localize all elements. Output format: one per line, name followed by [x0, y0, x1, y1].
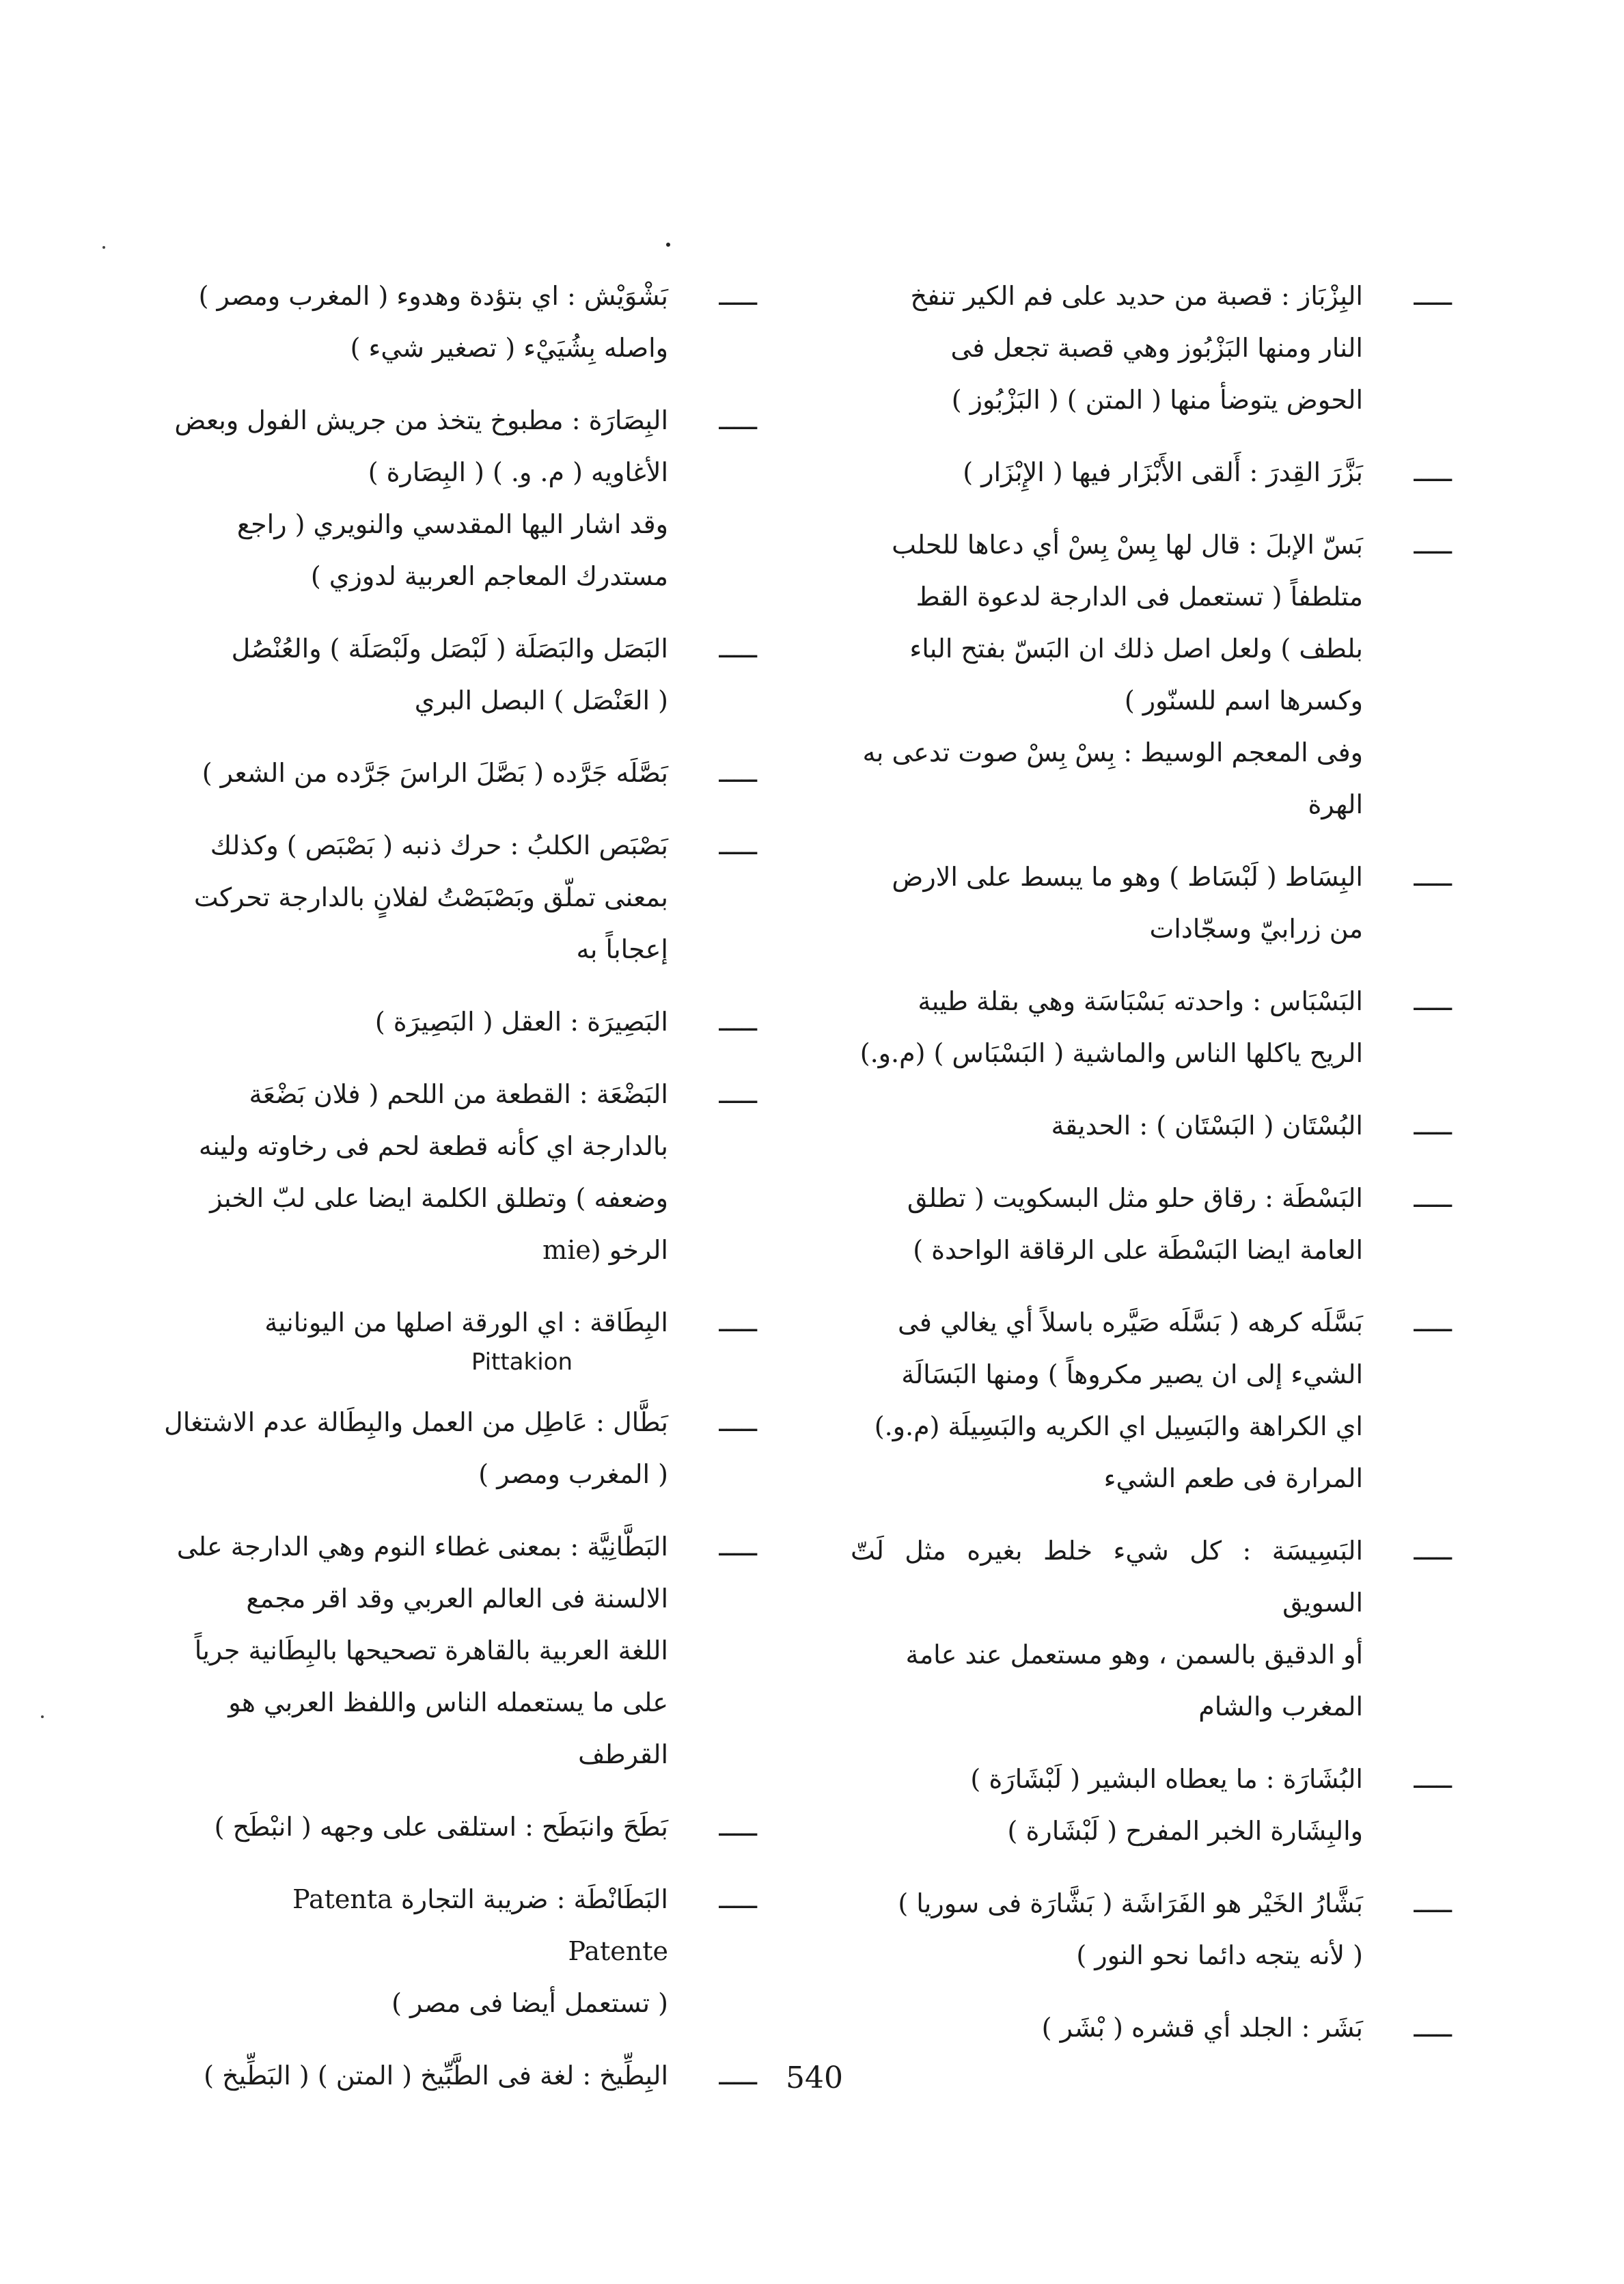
entry-dash: ـــــ [1414, 862, 1452, 892]
entry-dash: ـــــ [1414, 1183, 1452, 1213]
dictionary-entry [156, 394, 784, 602]
entry-line: والبِشَارة الخبر المفرح ( لَبْشَارة ) [1007, 1816, 1363, 1846]
entry-line: إعجاباً به [576, 934, 668, 964]
entry-dash: ـــــ [1414, 457, 1452, 487]
dictionary-entry [156, 1873, 784, 2029]
entry-line: البِطِّيخ : لغة فى الطَّبِّيخ ( المتن ) ( البَطِّيخ ) [204, 2061, 668, 2091]
entry-line: بَشْوَيْش : اي بتؤدة وهدوء ( المغرب ومصر ) [198, 281, 668, 311]
dictionary-entry [156, 747, 784, 799]
entry-dash: ـــــ [1414, 1764, 1452, 1794]
entry-line: واصله بِشُيَيْء ( تصغير شيء ) [350, 333, 668, 363]
entry-line: البِصَارَة : مطبوخ يتخذ من جريش الفول وبعض [174, 405, 668, 435]
entry-dash: ـــــ [1414, 1536, 1452, 1566]
dictionary-entry [851, 1100, 1479, 1152]
entry-dash: ـــــ [1414, 986, 1452, 1016]
entry-line: من زرابيّ وسجّادات [1149, 914, 1363, 944]
dictionary-entry [851, 1172, 1479, 1276]
entry-line: ( لأنه يتجه دائما نحو النور ) [1076, 1940, 1363, 1970]
entry-line: ( العَنْصَل ) البصل البري [414, 685, 668, 716]
entry-dash: ـــــ [1414, 1111, 1452, 1141]
dictionary-entry [851, 851, 1479, 955]
entry-line: البَسْطَة : رقاق حلو مثل البسكويت ( تطلق [907, 1183, 1363, 1213]
entry-line: أو الدقيق بالسمن ، وهو مستعمل عند عامة [905, 1640, 1363, 1670]
dictionary-entry [851, 2002, 1479, 2054]
dictionary-entry [156, 2050, 784, 2102]
entry-line: البَصَل والبَصَلَة ( لَبْصَل ولَبْصَلَة ) والعُنْصُل [231, 634, 668, 664]
entry-dash: ـــــ [719, 2061, 757, 2091]
entry-line: ( تستعمل أيضا فى مصر ) [391, 1988, 668, 2018]
entry-line: البُشَارَة : ما يعطاه البشير ( لَبْشَارَة ) [970, 1764, 1363, 1794]
entry-dash: ـــــ [1414, 1307, 1452, 1337]
entry-line: بَشَر : الجلد أي قشره ( بْشَر ) [1041, 2013, 1363, 2043]
left-column [156, 270, 784, 2122]
entry-line: بالدارجة اي كأنه قطعة لحم فى رخاوته ولينه [198, 1131, 668, 1161]
entry-dash: ـــــ [719, 281, 757, 311]
entry-line: بَطَحَ وانبَطَح : استلقى على وجهه ( انبْطَح ) [214, 1812, 668, 1842]
right-column [851, 270, 1479, 2074]
entry-line: الهرة [1308, 789, 1363, 819]
dictionary-entry [156, 270, 784, 374]
entry-dash: ـــــ [719, 1307, 757, 1337]
latin-term: Pittakion [471, 1348, 573, 1376]
entry-line: البُسْتَان ( البَسْتَان ) : الحديقة [1051, 1111, 1363, 1141]
dictionary-entry [156, 1396, 784, 1500]
entry-line: الرخو (mie [542, 1235, 668, 1265]
entry-line: الريح ياكلها الناس والماشية ( البَسْبَاس ) (م.و.) [859, 1038, 1363, 1068]
dictionary-entry [156, 1068, 784, 1276]
page-dot [666, 243, 670, 247]
entry-dash: ـــــ [719, 1007, 757, 1037]
entry-line: المغرب والشام [1198, 1691, 1363, 1722]
entry-line: بَزَّرَ القِدرَ : أَلقى الأَبْزَار فيها ( الإِبْزَار ) [963, 457, 1363, 487]
entry-dash: ـــــ [1414, 2013, 1452, 2043]
entry-line: البَطَّانِيَّة : بمعنى غطاء النوم وهي الدارجة على [176, 1532, 668, 1562]
entry-line: Patente [568, 1936, 668, 1966]
entry-line: البَطَانْطَة : ضريبة التجارة Patenta [292, 1884, 668, 1914]
entry-line: البِزْبَاز : قصبة من حديد على فم الكير تنفخ [910, 281, 1363, 311]
entry-dash: ـــــ [1414, 1888, 1452, 1918]
entry-dash: ـــــ [719, 758, 757, 788]
dictionary-entry [851, 975, 1479, 1079]
entry-line: البَصِيرَة : العقل ( البَصِيرَة ) [374, 1007, 668, 1037]
entry-dash: ـــــ [1414, 281, 1452, 311]
entry-line: المرارة فى طعم الشيء [1103, 1463, 1363, 1493]
entry-line: الشيء إلى ان يصير مكروهاً ) ومنها البَسَالَة [901, 1359, 1363, 1389]
entry-line: بَشَّارُ الخَيْر هو الفَرَاشَة ( بَشَّارَة فى سوريا ) [898, 1888, 1363, 1918]
entry-line: وضعفه ) وتطلق الكلمة ايضا على لبّ الخبز [210, 1183, 668, 1213]
dictionary-entry [851, 1877, 1479, 1981]
entry-line: بَصَّلَه جَرَّده ( بَصَّلَ الراسَ جَرَّده من الشعر ) [202, 758, 668, 788]
entry-line: البَسِيسَة : كل شيء خلط بغيره مثل لَتّ السويق [851, 1536, 1363, 1618]
entry-line: اي الكراهة والبَسِيل اي الكريه والبَسِيلَة (م.و.) [874, 1411, 1363, 1441]
dictionary-entry [851, 270, 1479, 426]
entry-line: البَسْبَاس : واحدته بَسْبَاسَة وهي بقلة طيبة [918, 986, 1363, 1016]
entry-dash: ـــــ [719, 405, 757, 435]
entry-dash: ـــــ [719, 1407, 757, 1437]
entry-dash: ـــــ [719, 1532, 757, 1562]
dictionary-entry [156, 996, 784, 1048]
dictionary-entry [851, 1525, 1479, 1732]
entry-line: بمعنى تملّق وبَصْبَصْتُ لفلانٍ بالدارجة تحركت [193, 882, 668, 912]
entry-line: متلطفاً ( تستعمل فى الدارجة لدعوة القط [916, 582, 1363, 612]
entry-line: ( المغرب ومصر ) [478, 1459, 668, 1489]
entry-line: العامة ايضا البَسْطَة على الرقاقة الواحدة ) [913, 1235, 1363, 1265]
entry-line: مستدرك المعاجم العربية لدوزي ) [310, 561, 668, 591]
entry-line: بلطف ) ولعل اصل ذلك ان البَسّ بفتح الباء [909, 634, 1363, 664]
dictionary-entry [851, 519, 1479, 830]
entry-line: البِطَاقة : اي الورقة اصلها من اليونانية [264, 1307, 668, 1337]
scan-speck [102, 246, 105, 249]
entry-line: اللغة العربية بالقاهرة تصحيحها بالبِطَانية جرياً [194, 1635, 668, 1666]
entry-dash: ـــــ [719, 1812, 757, 1842]
dictionary-entry [851, 1296, 1479, 1504]
entry-dash: ـــــ [719, 1884, 757, 1914]
entry-line: على ما يستعمله الناس واللفظ العربي هو [228, 1687, 668, 1717]
scan-speck [41, 1715, 44, 1718]
entry-line: بَسّ الإبلَ : قال لها بِسْ بِسْ أي دعاها للحلب [892, 530, 1363, 560]
entry-dash: ـــــ [719, 830, 757, 860]
entry-line: الحوض يتوضأ منها ( المتن ) ( البَزْبُوز ) [951, 385, 1363, 415]
dictionary-entry [156, 819, 784, 975]
entry-line: وقد اشار اليها المقدسي والنويري ( راجع [236, 509, 668, 539]
entry-line: الأغاويه ( م. و. ) ( البِصَارة ) [368, 457, 668, 487]
dictionary-entry [156, 1801, 784, 1853]
entry-line: بَصْبَص الكلبُ : حرك ذنبه ( بَصْبَص ) وكذلك [210, 830, 668, 860]
entry-line: البِسَاط ( لَبْسَاط ) وهو ما يبسط على الارض [892, 862, 1363, 892]
entry-dash: ـــــ [1414, 530, 1452, 560]
entry-line: النار ومنها البَزْبُوز وهي قصبة تجعل فى [950, 333, 1363, 363]
dictionary-entry [156, 1296, 784, 1376]
dictionary-entry [851, 446, 1479, 498]
entry-dash: ـــــ [719, 634, 757, 664]
entry-line: القرطف [578, 1739, 668, 1769]
dictionary-entry [851, 1753, 1479, 1857]
entry-dash: ـــــ [719, 1079, 757, 1109]
dictionary-entry [156, 623, 784, 726]
entry-line: وكسرها اسم للسنّور ) [1124, 685, 1363, 716]
dictionary-entry [156, 1521, 784, 1780]
entry-line: الالسنة فى العالم العربي وقد اقر مجمع [246, 1583, 668, 1614]
page-number: 540 [786, 2061, 843, 2095]
entry-line: بَطَّال : عَاطِل من العمل والبِطَالة عدم الاشتغال [164, 1407, 668, 1437]
entry-line: البَضْعَة : القطعة من اللحم ( فلان بَضْعَة [249, 1079, 668, 1109]
entry-line: وفى المعجم الوسيط : بِسْ بِسْ صوت تدعى به [862, 737, 1363, 767]
entry-line: بَسَّلَه كرهه ( بَسَّلَه صَيَّره باسلاً أي يغالي فى [898, 1307, 1363, 1337]
